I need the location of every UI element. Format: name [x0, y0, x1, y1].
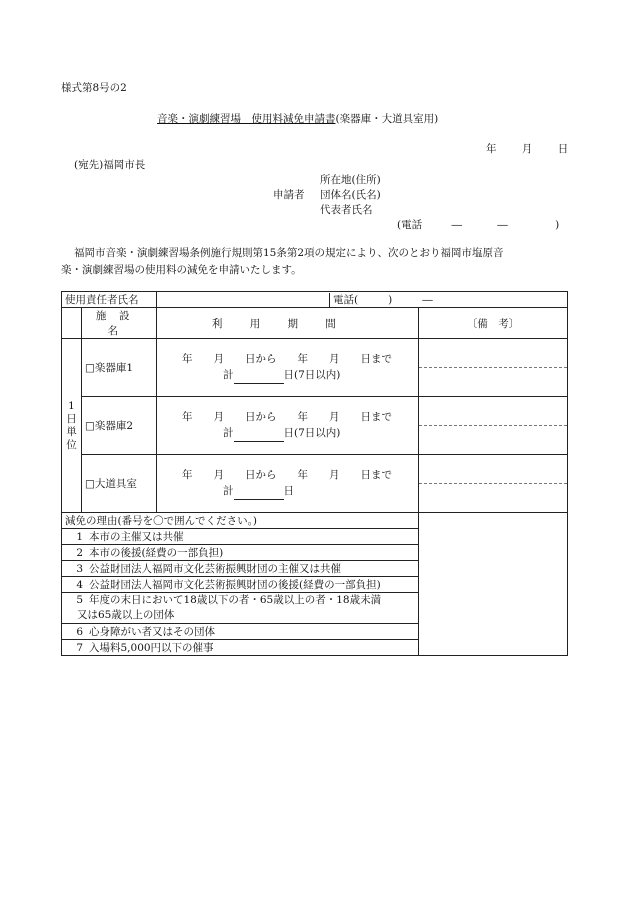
- reason-item-3[interactable]: 3 公益財団法人福岡市文化芸術振興財団の主催又は共催: [62, 561, 419, 577]
- date-day: 日: [557, 143, 569, 155]
- period-instrument-storage-2[interactable]: 年 月 日から 年 月 日まで 計 日(7日以内): [157, 397, 419, 455]
- date-month: 月: [521, 143, 533, 155]
- facility-checkbox-instrument-storage-2[interactable]: □楽器庫2: [82, 397, 157, 455]
- unit-label: 1 日 単 位: [62, 339, 82, 513]
- applicant-label: 申請者: [273, 189, 305, 201]
- reason-item-2[interactable]: 2 本市の後援(経費の一部負担): [62, 545, 419, 561]
- period-instrument-storage-1[interactable]: 年 月 日から 年 月 日まで 計 日(7日以内): [157, 339, 419, 397]
- date-line: [486, 141, 568, 156]
- reason-item-6[interactable]: 6 心身障がい者又はその団体: [62, 624, 419, 640]
- reason-item-5[interactable]: 5 年度の末日において18歳以下の者・65歳以上の者・18歳未満 又は65歳以上の団体: [62, 593, 419, 624]
- responsible-phone-field[interactable]: [329, 293, 567, 307]
- col-header-facility: 施設名: [82, 308, 157, 339]
- remarks-instrument-storage-2[interactable]: [419, 397, 568, 455]
- applicant-phone-dash-1: ―: [451, 219, 462, 231]
- col-header-remarks: 〔備 考〕: [419, 308, 568, 339]
- form-title: [157, 111, 438, 126]
- reason-item-4[interactable]: 4 公益財団法人福岡市文化芸術振興財団の後援(経費の一部負担): [62, 577, 419, 593]
- remarks-instrument-storage-1[interactable]: [419, 339, 568, 397]
- applicant-phone-dash-2: ―: [497, 219, 508, 231]
- applicant-rep-label: 代表者氏名: [320, 204, 373, 216]
- facility-checkbox-prop-room[interactable]: □大道具室: [82, 455, 157, 513]
- responsible-phone-close: ): [388, 293, 393, 306]
- form-title-main: 音楽・演劇練習場 使用料減免申請書: [157, 113, 336, 125]
- reason-header: 減免の理由(番号を〇で囲んでください。): [62, 513, 419, 529]
- applicant-phone-close: ): [555, 219, 560, 231]
- remarks-prop-room[interactable]: [419, 455, 568, 513]
- date-year: 年: [486, 143, 497, 155]
- col-header-period: 利用期間: [157, 308, 419, 339]
- period-prop-room[interactable]: 年 月 日から 年 月 日まで 計 日: [157, 455, 419, 513]
- body-text-line-2: 楽・演劇練習場の使用料の減免を申請いたします。: [61, 264, 302, 276]
- remarks-reason-area[interactable]: [419, 513, 568, 656]
- reason-item-1[interactable]: 1 本市の主催又は共催: [62, 529, 419, 545]
- responsible-person-label: 使用責任者氏名: [62, 292, 157, 308]
- applicant-org-label: 団体名(氏名): [320, 189, 381, 201]
- form-number: 様式第8号の2: [61, 82, 127, 94]
- responsible-phone-dash: ―: [422, 293, 433, 306]
- facility-checkbox-instrument-storage-1[interactable]: □楽器庫1: [82, 339, 157, 397]
- reason-item-7[interactable]: 7 入場料5,000円以下の催事: [62, 640, 419, 656]
- application-table: [61, 291, 568, 656]
- addressee: (宛先)福岡市長: [74, 159, 146, 171]
- applicant-address-label: 所在地(住所): [320, 174, 381, 186]
- responsible-phone-label: 電話(: [333, 294, 359, 306]
- form-title-sub: (楽器庫・大道具室用): [335, 113, 439, 125]
- applicant-phone: [397, 217, 559, 232]
- body-text-line-1: 福岡市音楽・演劇練習場条例施行規則第15条第2項の規定により、次のとおり福岡市塩原音: [74, 247, 504, 259]
- applicant-phone-label: (電話: [397, 219, 423, 231]
